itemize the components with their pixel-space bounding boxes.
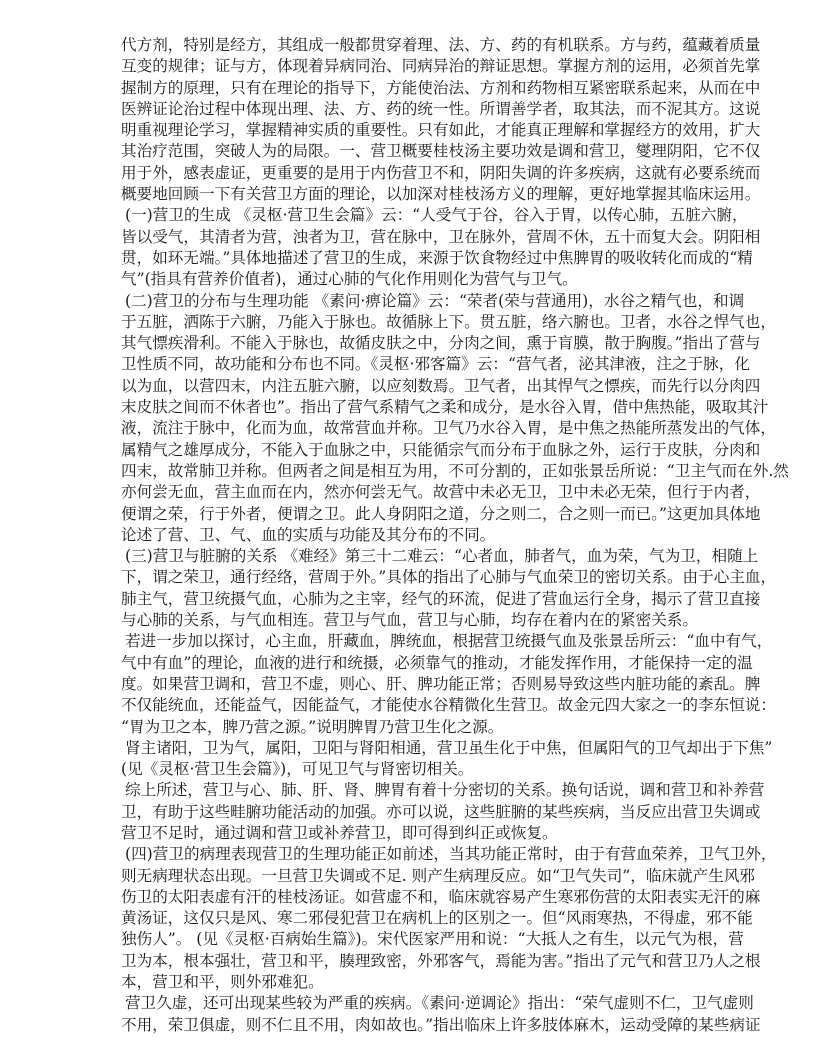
text-line: 卫，有助于这些畦腑功能活动的加强。亦可以说，这些脏腑的某些疾病，当反应出营卫失调或	[121, 802, 761, 821]
text-line: 黄汤证，这仅只是风、寒二邪侵犯营卫在病机上的区别之一。但“风雨寒热，不得虚，邪不能	[121, 909, 753, 928]
text-line: 其气慓疾滑利。不能入于脉也，故循皮肤之中，分肉之间，熏于肓膜，散于胸腹。”指出了营与	[121, 334, 761, 353]
text-line: 其治疗范围，突破人为的局限。一、营卫概要桂枝汤主要功效是调和营卫，燮理阴阳，它不仅	[121, 142, 761, 161]
text-line: 卫性质不同，故功能和分布也不同。《灵枢·邪客篇》云：“营气者，泌其津液，注之于脉，化	[121, 355, 750, 374]
text-line: 不仅能统血，还能益气，因能益气，才能使水谷精微化生营卫。故金元四大家之一的李东恒说：	[121, 696, 776, 715]
text-line: 若进一步加以探讨，心主血，肝藏血，脾统血，根据营卫统摄气血及张景岳所云：“血中有气，	[125, 632, 773, 651]
text-line: 独伤人”。 (见《灵枢·百病始生篇》)。宋代医家严用和说：“大抵人之有生，以元气为根，营	[121, 930, 744, 949]
text-line: 则无病理状态出现。一旦营卫失调或不足. 则产生病理反应。如“卫气失司”，临床就产生风邪	[121, 866, 756, 885]
text-line: 伤卫的太阳表虚有汗的桂枝汤证。如营虚不和，临床就容易产生寒邪伤营的太阳表实无汗的麻	[121, 887, 761, 906]
text-line: (三)营卫与脏腑的关系 《难经》第三十二难云：“心者血，肺者气，血为荣，气为卫，相随上	[125, 547, 759, 566]
text-line: 肺主气，营卫统摄气血，心肺为之主宰，经气的环流，促进了营血运行全身，揭示了营卫直接	[121, 589, 761, 608]
text-line: 营卫不足时，通过调和营卫或补养营卫，即可得到纠正或恢复。	[121, 823, 558, 842]
text-line: 互变的规律；证与方，体现着异病同治、同病异治的辩证思想。掌握方剂的运用，必须首先掌	[121, 57, 761, 76]
text-line: 末皮肤之间而不休者也”。指出了营气系精气之柔和成分，是水谷入胃，借中焦热能，吸取其汁	[121, 398, 769, 417]
text-line: 明重视理论学习，掌握精神实质的重要性。只有如此，才能真正理解和掌握经方的效用，扩大	[121, 121, 761, 140]
text-line: 便谓之荣，行于外者，便谓之卫。此人身阴阳之道，分之则二，合之则一而已。”这更加具体地	[121, 504, 761, 523]
text-line: 不用，荣卫俱虚，则不仁且不用，肉如故也。”指出临床上许多肢体麻木，运动受障的某些病证	[121, 1015, 761, 1034]
text-line: 于五脏，洒陈于六腑，乃能入于脉也。故循脉上下。贯五脏，络六腑也。卫者，水谷之悍气也，	[121, 312, 776, 331]
text-line: 下，谓之荣卫，通行经络，营周于外。”具体的指出了心肺与气血荣卫的密切关系。由于心主血，	[121, 568, 777, 587]
text-line: 论述了营、卫、气、血的实质与功能及其分布的不同。	[121, 525, 496, 544]
text-line: 液，流注于脉中，化而为血，故常营血并称。卫气乃水谷入胃，是中焦之热能所蒸发出的气体，	[121, 419, 776, 438]
text-line: 度。如果营卫调和，营卫不虚，则心、肝、脾功能正常；否则易导致这些内脏功能的紊乱。脾	[121, 674, 761, 693]
text-line: 营卫久虚，还可出现某些较为严重的疾病。《素问·逆调论》指出：“荣气虚则不仁，卫气虚则	[125, 994, 754, 1013]
text-line: (见《灵枢·营卫生会篇》)，可见卫气与肾密切相关。	[121, 760, 474, 779]
text-line: 用于外，感表虚证，更重要的是用于内伤营卫不和，阴阳失调的许多疾病，这就有必要系统而	[121, 163, 761, 182]
text-line: (四)营卫的病理表现营卫的生理功能正如前述，当其功能正常时，由于有营血荣养，卫气卫外，	[125, 845, 777, 864]
text-line: 皆以受气，其清者为营，浊者为卫，营在脉中，卫在脉外，营周不休，五十而复大会。阴阳相	[121, 227, 761, 246]
text-line: 综上所述，营卫与心、肺、肝、肾、脾胃有着十分密切的关系。换句话说，调和营卫和补养营	[125, 781, 765, 800]
text-line: (一)营卫的生成 《灵枢·营卫生会篇》云：“人受气于谷，谷入于胃，以传心肺，五脏六腑，	[125, 206, 748, 225]
text-line: 四末，故常肺卫并称。但两者之间是相互为用，不可分割的，正如张景岳所说：“卫主气而在外.然	[121, 461, 789, 480]
text-line: 属精气之雄厚成分，不能入于血脉之中，只能循宗气而分布于血脉之外，运行于皮肤，分肉和	[121, 440, 761, 459]
text-line: 本，营卫和平，则外邪难犯。	[121, 973, 324, 992]
text-line: 与心肺的关系，与气血相连。营卫与气血，营卫与心肺，均存在着内在的紧密关系。	[121, 611, 698, 630]
text-line: 气中有血”的理论，血液的进行和统摄，必须靠气的推动，才能发挥作用，才能保持一定的温	[121, 653, 753, 672]
text-line: 亦何尝无血，营主血而在内，然亦何尝无气。故营中未必无卫，卫中未必无荣，但行于内者，	[121, 483, 761, 502]
text-line: “胃为卫之本，脾乃营之源。”说明脾胃乃营卫生化之源。	[121, 717, 504, 736]
text-line: 气”(指具有营养价值者)，通过心肺的气化作用则化为营气与卫气。	[121, 270, 578, 289]
text-line: 肾主诸阳，卫为气，属阳，卫阳与肾阳相通，营卫虽生化于中焦，但属阳气的卫气却出于下焦”	[125, 738, 773, 757]
text-line: 贯，如环无端。”具体地描述了营卫的生成，来源于饮食物经过中焦脾胃的吸收转化而成的“精	[121, 248, 753, 267]
text-line: 以为血，以营四末，内注五脏六腑，以应刻数焉。卫气者，出其悍气之慓疾，而先行以分肉四	[121, 376, 761, 395]
text-line: 概要地回顾一下有关营卫方面的理论，以加深对桂枝汤方义的理解，更好地掌握其临床运用。	[121, 185, 761, 204]
text-line: 卫为本，根本强壮，营卫和平，腠理致密，外邪客气，焉能为害。”指出了元气和营卫乃人之根	[121, 951, 761, 970]
text-line: 握制方的原理，只有在理论的指导下，方能使治法、方剂和药物相互紧密联系起来，从而在中	[121, 78, 761, 97]
text-line: (二)营卫的分布与生理功能 《素问·痹论篇》云：“荣者(荣与营通用)，水谷之精气也，和调	[125, 291, 745, 310]
document-body	[121, 35, 789, 1036]
text-line: 医辨证论治过程中体现出理、法、方、药的统一性。所谓善学者，取其法，而不泥其方。这说	[121, 99, 761, 118]
text-line: 代方剂，特别是经方，其组成一般都贯穿着理、法、方、药的有机联系。方与药，蕴藏着质量	[121, 36, 761, 54]
